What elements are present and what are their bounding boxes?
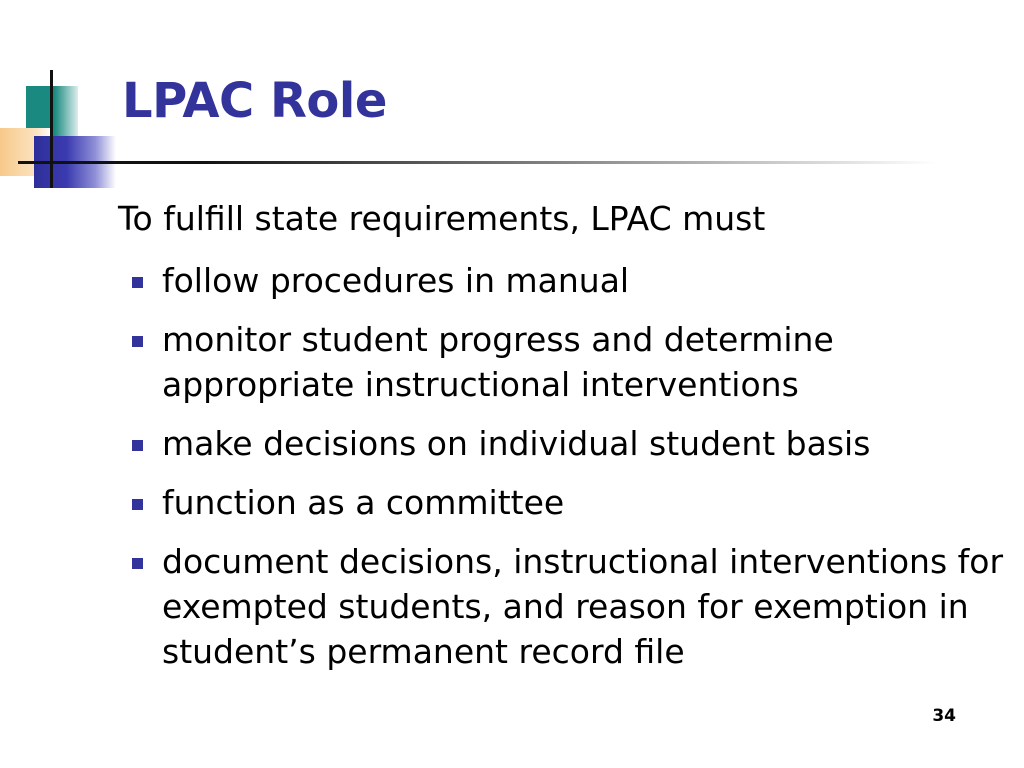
bullet-item [130,480,1010,525]
square-bullet-icon [132,558,143,569]
bullet-item [130,421,1010,466]
intro-text: To fulfill state requirements, LPAC must [118,199,766,238]
bullet-text: make decisions on individual student basis [162,424,871,463]
decor-vertical-line [50,70,53,188]
square-bullet-icon [132,277,143,288]
bullet-text: follow procedures in manual [162,261,630,300]
bullet-item [130,539,1010,674]
bullet-item [130,317,1010,407]
square-bullet-icon [132,499,143,510]
bullet-text: document decisions, instructional interventions for exempted students, and reason for exemption in student’s permanent record file [162,542,1004,671]
title-underline [18,161,938,164]
page-number: 34 [932,706,956,726]
bullet-text: function as a committee [162,483,565,522]
bullet-text: monitor student progress and determine appropriate instructional interventions [162,320,834,404]
square-bullet-icon [132,336,143,347]
slide-title: LPAC Role [122,73,387,129]
bullet-item [130,258,1010,303]
square-bullet-icon [132,440,143,451]
bullet-list [130,258,1010,688]
